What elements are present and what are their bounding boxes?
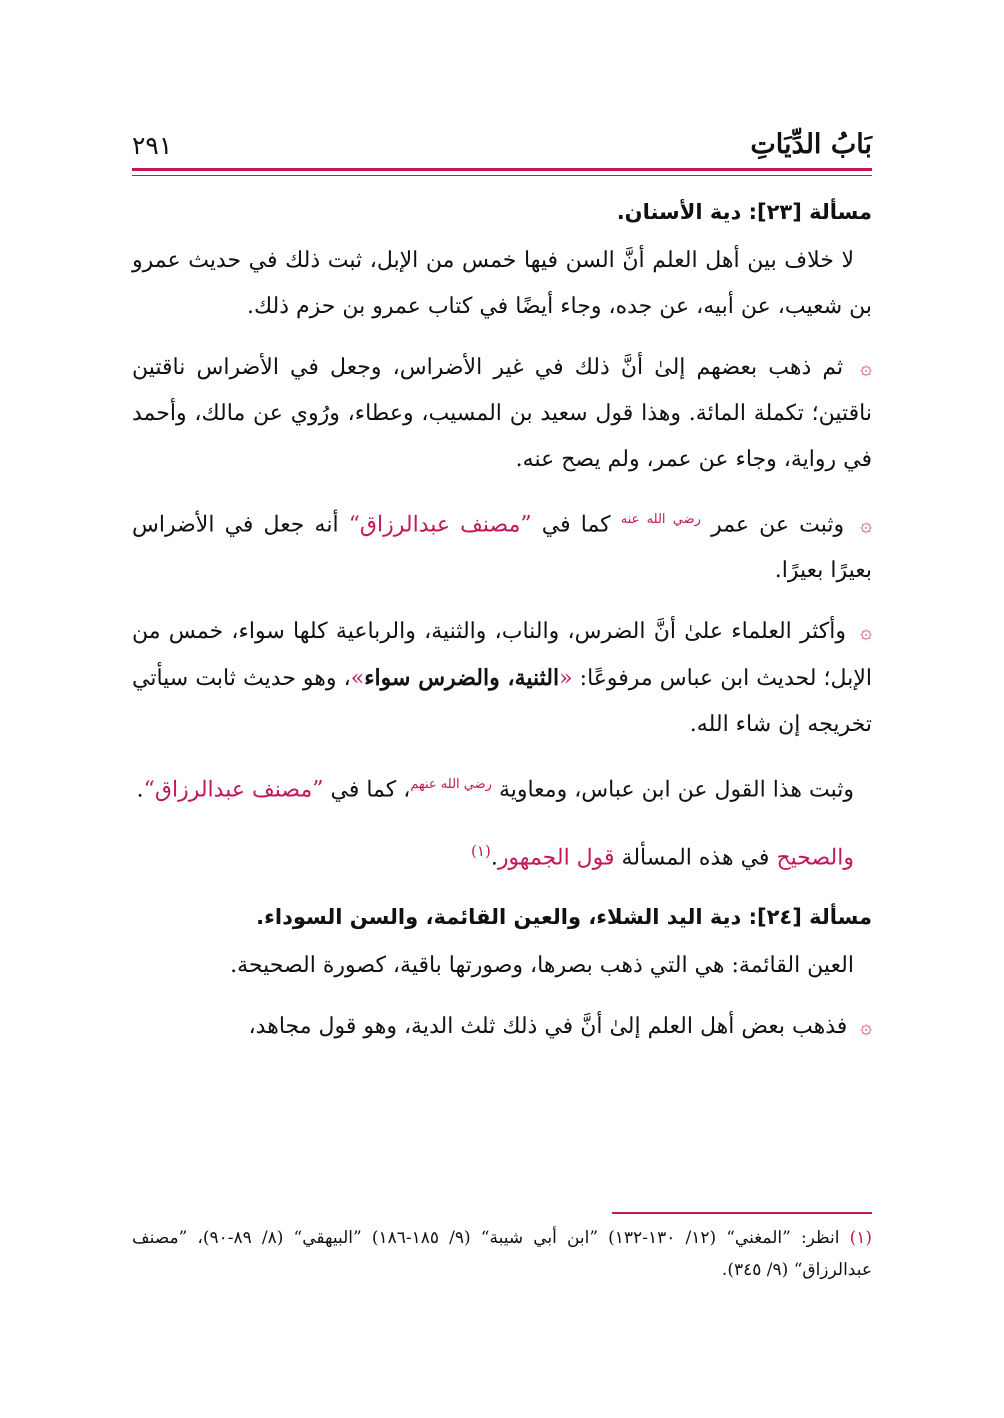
page-body: [132, 188, 872, 1064]
paragraph-3-text-a: وثبت عن عمر: [711, 512, 845, 538]
honorific-mark: رضي الله عنه: [620, 512, 701, 527]
hadith-quote: الثنية، والضرس سواء: [364, 665, 560, 692]
issue-label: مسألة [٢٤]:: [748, 904, 872, 929]
issue-heading-24: [132, 895, 872, 939]
footnote-separator: [612, 1212, 872, 1214]
footnote-text: انظر: ”المغني“ (١٢/ ١٣٠-١٣٢) ”ابن أبي شيبة“ (٩/ ١٨٥-١٨٦) ”البيهقي“ (٨/ ٨٩-٩٠)، ”مصنف عبدالرزاق“ (٩/ ٣٤٥).: [132, 1228, 872, 1280]
paragraph-4-text-a: وأكثر العلماء علىٰ أنَّ الضرس، والناب، والثنية، والرباعية كلها سواء، خمس من الإبل؛ لحديث ابن عباس مرفوعًا:: [132, 619, 872, 692]
paragraph-3-text-b: كما في: [541, 512, 611, 538]
paragraph-4: [132, 608, 872, 748]
header-rule-thick: [132, 168, 872, 171]
paragraph-6-text-b: في هذه المسألة: [621, 844, 770, 870]
paragraph-6: [132, 828, 872, 881]
chapter-title: بَابُ الدِّيَاتِ: [750, 129, 872, 160]
flower-icon: ۞: [860, 355, 872, 379]
paragraph-3: [132, 497, 872, 594]
footnote-reference[interactable]: (١): [471, 841, 491, 860]
paragraph-5-text-c: .: [136, 777, 144, 803]
paragraph-8: [132, 1003, 872, 1050]
honorific-mark: رضي الله عنهم: [410, 777, 492, 793]
paragraph-1: لا خلاف بين أهل العلم أنَّ السن فيها خمس من الإبل، ثبت ذلك في حديث عمرو بن شعيب، عن أبيه، عن جده، وجاء أيضًا في كتاب عمرو بن حزم ذلك.: [132, 248, 872, 319]
source-title: ”مصنف عبدالرزاق“: [143, 777, 324, 803]
paragraph-8-text: فذهب بعض أهل العلم إلىٰ أنَّ في ذلك ثلث الدية، وهو قول مجاهد،: [248, 1013, 848, 1039]
paragraph-5-text-a: وثبت هذا القول عن ابن عباس، ومعاوية: [498, 777, 854, 803]
flower-icon: ۞: [860, 619, 872, 644]
paragraph-5: [132, 762, 872, 813]
quote-close: »: [350, 666, 365, 692]
paragraph-7: العين القائمة: هي التي ذهب بصرها، وصورتها باقية، كصورة الصحيحة.: [230, 952, 854, 978]
issue-title: دية اليد الشلاء، والعين القائمة، والسن السوداء.: [256, 904, 742, 929]
issue-label: مسألة [٢٣]:: [748, 200, 872, 224]
footnote-number: (١): [849, 1228, 873, 1248]
header-rule-thin: [132, 175, 872, 176]
quote-open: «: [559, 666, 573, 692]
paragraph-2-text: ثم ذهب بعضهم إلىٰ أنَّ ذلك في غير الأضراس، وجعل في الأضراس ناقتين ناقتين؛ تكملة المائة. وهذا قول سعيد بن المسيب، وعطاء، ورُوي عن مالك، وأحمد في رواية، وجاء عن عمر، ولم يصح عنه.: [132, 355, 872, 472]
paragraph-3-text-c: أنه جعل في الأضراس بعيرًا بعيرًا.: [132, 512, 872, 584]
paragraph-5-text-b: ، كما في: [330, 777, 411, 803]
source-title: ”مصنف عبدالرزاق“: [348, 512, 532, 538]
conclusion-word: والصحيح: [776, 844, 854, 870]
issue-title: دية الأسنان.: [616, 200, 742, 224]
running-header: [132, 120, 872, 160]
conclusion-phrase: قول الجمهور: [497, 844, 615, 870]
paragraph-6-text-d: .: [490, 844, 498, 870]
paragraph-2: [132, 344, 872, 483]
flower-icon: ۞: [860, 1013, 872, 1038]
issue-heading-23: [132, 190, 872, 234]
paragraph-4-text-b: ، وهو حديث ثابت سيأتي تخريجه إن شاء الله.: [132, 666, 872, 738]
page-number: ٢٩١: [132, 131, 173, 160]
footnotes: [132, 1222, 872, 1286]
flower-icon: ۞: [860, 512, 873, 537]
